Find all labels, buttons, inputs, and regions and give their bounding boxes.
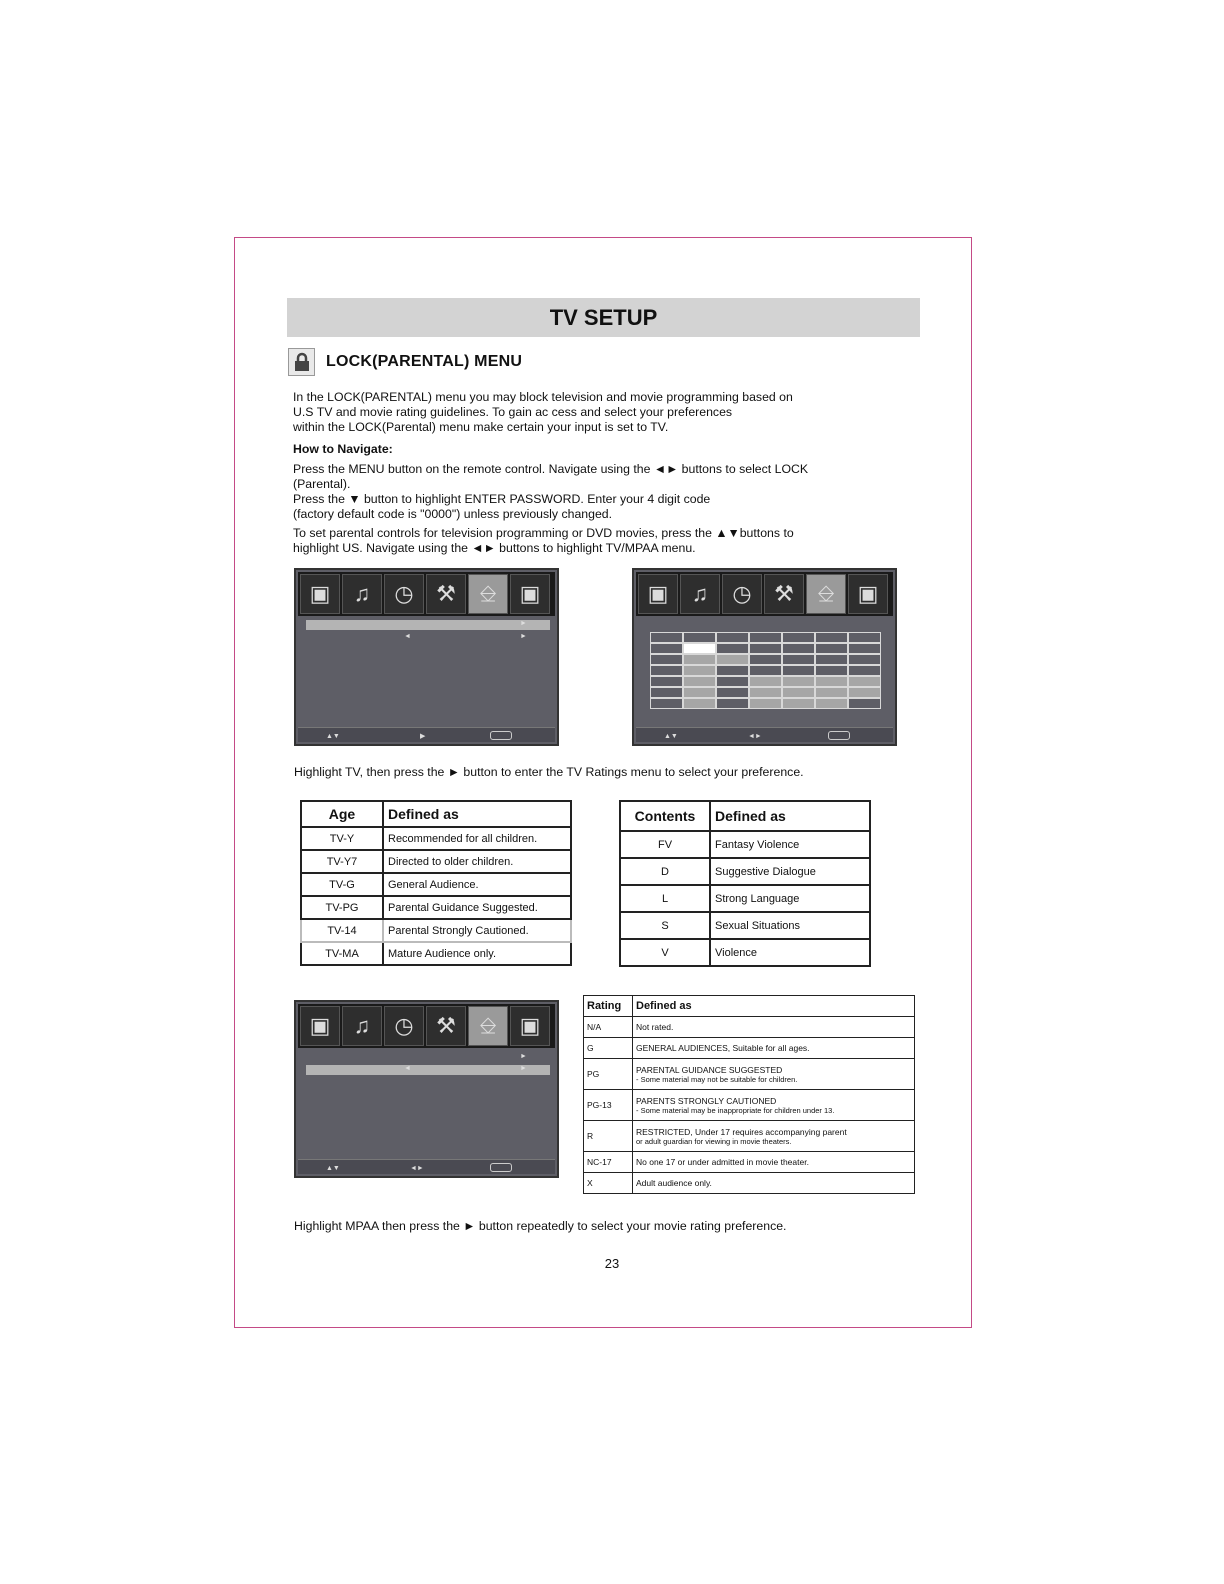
table-cell (633, 1038, 915, 1059)
section-heading (288, 348, 522, 376)
table-row (620, 912, 870, 939)
left-right-icon: ◄► (748, 733, 762, 740)
intro-line: within the LOCK(Parental) menu make certain your input is set to TV. (293, 420, 669, 434)
right-arrow-icon: ► (520, 1053, 527, 1060)
table-cell: Mature Audience only. (383, 942, 571, 965)
left-right-icon: ◄► (410, 1165, 424, 1172)
left-arrow-icon: ◄ (404, 633, 411, 640)
up-down-icon: ▲▼ (664, 733, 678, 740)
intro-paragraph (293, 390, 793, 435)
table-cell: Suggestive Dialogue (710, 858, 870, 885)
navigate-line: To set parental controls for television programming or DVD movies, press the ▲▼buttons to (293, 526, 794, 540)
rating-title: PARENTAL GUIDANCE SUGGESTED (636, 1064, 783, 1075)
table-cell: TV-G (301, 873, 383, 896)
table-row (620, 858, 870, 885)
rating-subtitle: - Some material may be inappropriate for children under 13. (636, 1105, 835, 1115)
table-cell: Sexual Situations (710, 912, 870, 939)
ratings-grid (650, 632, 881, 709)
table-header: Contents (620, 801, 710, 831)
table-header: Defined as (633, 996, 915, 1017)
clock-icon: ◷ (384, 574, 424, 614)
table-cell: PG-13 (584, 1090, 633, 1121)
lock-icon: ⎒ (468, 1006, 508, 1046)
age-ratings-table (300, 800, 572, 966)
table-row (301, 896, 571, 919)
tools-icon: ⚒ (426, 1006, 466, 1046)
table-cell: Parental Strongly Cautioned. (383, 919, 571, 942)
table-cell: TV-Y (301, 827, 383, 850)
table-row (584, 1152, 915, 1173)
table-cell: D (620, 858, 710, 885)
tv-screen-mpaa-menu (294, 1000, 559, 1178)
exit-button-icon (490, 731, 512, 740)
tv-screen-lock-menu (294, 568, 559, 746)
rating-subtitle: - Some material may not be suitable for children. (636, 1074, 798, 1084)
table-cell (633, 1059, 915, 1090)
tv-screen-ratings-grid (632, 568, 897, 746)
table-cell: S (620, 912, 710, 939)
disc-music-icon: ♫ (680, 574, 720, 614)
table-cell: TV-14 (301, 919, 383, 942)
table-cell: NC-17 (584, 1152, 633, 1173)
camera-icon: ▣ (300, 574, 340, 614)
table-header: Rating (584, 996, 633, 1017)
navigate-heading: How to Navigate: (293, 442, 393, 456)
table-row (620, 831, 870, 858)
camera-icon: ▣ (300, 1006, 340, 1046)
tv-menu-icon-bar (298, 1004, 555, 1048)
table-row (301, 919, 571, 942)
page-number: 23 (604, 1256, 620, 1271)
exit-button-icon (828, 731, 850, 740)
clock-icon: ◷ (384, 1006, 424, 1046)
right-arrow-icon: ► (520, 633, 527, 640)
lock-icon: ⎒ (468, 574, 508, 614)
exit-button-icon (490, 1163, 512, 1172)
right-arrow-icon: ► (520, 620, 527, 627)
rating-title: RESTRICTED, Under 17 requires accompanying parent (636, 1126, 847, 1137)
table-header: Defined as (710, 801, 870, 831)
up-down-icon: ▲▼ (326, 1165, 340, 1172)
table-row (584, 1059, 915, 1090)
table-cell: Recommended for all children. (383, 827, 571, 850)
section-title: LOCK(PARENTAL) MENU (326, 353, 523, 370)
table-cell (633, 1090, 915, 1121)
table-cell: G (584, 1038, 633, 1059)
table-cell: X (584, 1173, 633, 1194)
navigate-line: Press the MENU button on the remote control. Navigate using the ◄► buttons to select LOCK (293, 462, 809, 476)
monitor-icon: ▣ (848, 574, 888, 614)
table-cell: FV (620, 831, 710, 858)
table-cell: TV-MA (301, 942, 383, 965)
table-cell: N/A (584, 1017, 633, 1038)
up-down-icon: ▲▼ (326, 733, 340, 740)
table-row (584, 1173, 915, 1194)
clock-icon: ◷ (722, 574, 762, 614)
rating-title: Adult audience only. (636, 1178, 712, 1188)
rating-title: No one 17 or under admitted in movie theater. (636, 1157, 809, 1167)
navigate-line: (Parental). (293, 477, 351, 491)
table-cell: V (620, 939, 710, 966)
table-cell: PG (584, 1059, 633, 1090)
table-row (584, 1090, 915, 1121)
caption-tv-ratings: Highlight TV, then press the ► button to enter the TV Ratings menu to select your preference. (294, 765, 804, 779)
table-row (584, 1121, 915, 1152)
right-arrow-icon: ► (520, 1065, 527, 1072)
table-cell: TV-Y7 (301, 850, 383, 873)
disc-music-icon: ♫ (342, 1006, 382, 1046)
lock-icon (288, 348, 315, 376)
table-cell (633, 1121, 915, 1152)
navigate-line: highlight US. Navigate using the ◄► buttons to highlight TV/MPAA menu. (293, 541, 696, 555)
intro-line: In the LOCK(PARENTAL) menu you may block television and movie programming based on (293, 390, 793, 404)
table-cell (633, 1152, 915, 1173)
menu-highlight-row (306, 1065, 550, 1075)
rating-title: GENERAL AUDIENCES, Suitable for all ages. (636, 1043, 810, 1053)
table-cell (633, 1017, 915, 1038)
caption-mpaa: Highlight MPAA then press the ► button repeatedly to select your movie rating preference. (294, 1219, 787, 1233)
table-cell: Fantasy Violence (710, 831, 870, 858)
menu-highlight-row (306, 620, 550, 630)
table-cell: Violence (710, 939, 870, 966)
tools-icon: ⚒ (426, 574, 466, 614)
table-row (620, 885, 870, 912)
navigate-paragraph (293, 442, 808, 556)
table-cell: Parental Guidance Suggested. (383, 896, 571, 919)
page-title-text: TV SETUP (549, 304, 658, 330)
rating-title: PARENTS STRONGLY CAUTIONED (636, 1095, 777, 1106)
disc-music-icon: ♫ (342, 574, 382, 614)
table-row (301, 873, 571, 896)
tv-menu-icon-bar (298, 572, 555, 616)
table-cell: R (584, 1121, 633, 1152)
table-row (620, 939, 870, 966)
page-title (287, 298, 920, 337)
table-cell: Strong Language (710, 885, 870, 912)
camera-icon: ▣ (638, 574, 678, 614)
table-header-row (301, 801, 571, 827)
navigate-line: (factory default code is "0000") unless previously changed. (293, 507, 613, 521)
table-header-row (620, 801, 870, 831)
mpaa-ratings-table (583, 995, 915, 1194)
table-cell: L (620, 885, 710, 912)
enter-icon: ▶ (420, 733, 426, 740)
table-cell: TV-PG (301, 896, 383, 919)
contents-ratings-table (619, 800, 871, 967)
rating-subtitle: or adult guardian for viewing in movie theaters. (636, 1136, 792, 1146)
intro-line: U.S TV and movie rating guidelines. To gain ac cess and select your preferences (293, 405, 733, 419)
table-row (301, 850, 571, 873)
table-row (301, 827, 571, 850)
table-cell: General Audience. (383, 873, 571, 896)
table-row (584, 1038, 915, 1059)
rating-title: Not rated. (636, 1022, 674, 1032)
left-arrow-icon: ◄ (404, 1065, 411, 1072)
table-cell (633, 1173, 915, 1194)
tv-menu-icon-bar (636, 572, 893, 616)
table-row (301, 942, 571, 965)
navigate-line: Press the ▼ button to highlight ENTER PASSWORD. Enter your 4 digit code (293, 492, 711, 506)
lock-icon: ⎒ (806, 574, 846, 614)
table-header: Defined as (383, 801, 571, 827)
monitor-icon: ▣ (510, 574, 550, 614)
table-header: Age (301, 801, 383, 827)
table-header-row (584, 996, 915, 1017)
tools-icon: ⚒ (764, 574, 804, 614)
table-row (584, 1017, 915, 1038)
table-cell: Directed to older children. (383, 850, 571, 873)
monitor-icon: ▣ (510, 1006, 550, 1046)
